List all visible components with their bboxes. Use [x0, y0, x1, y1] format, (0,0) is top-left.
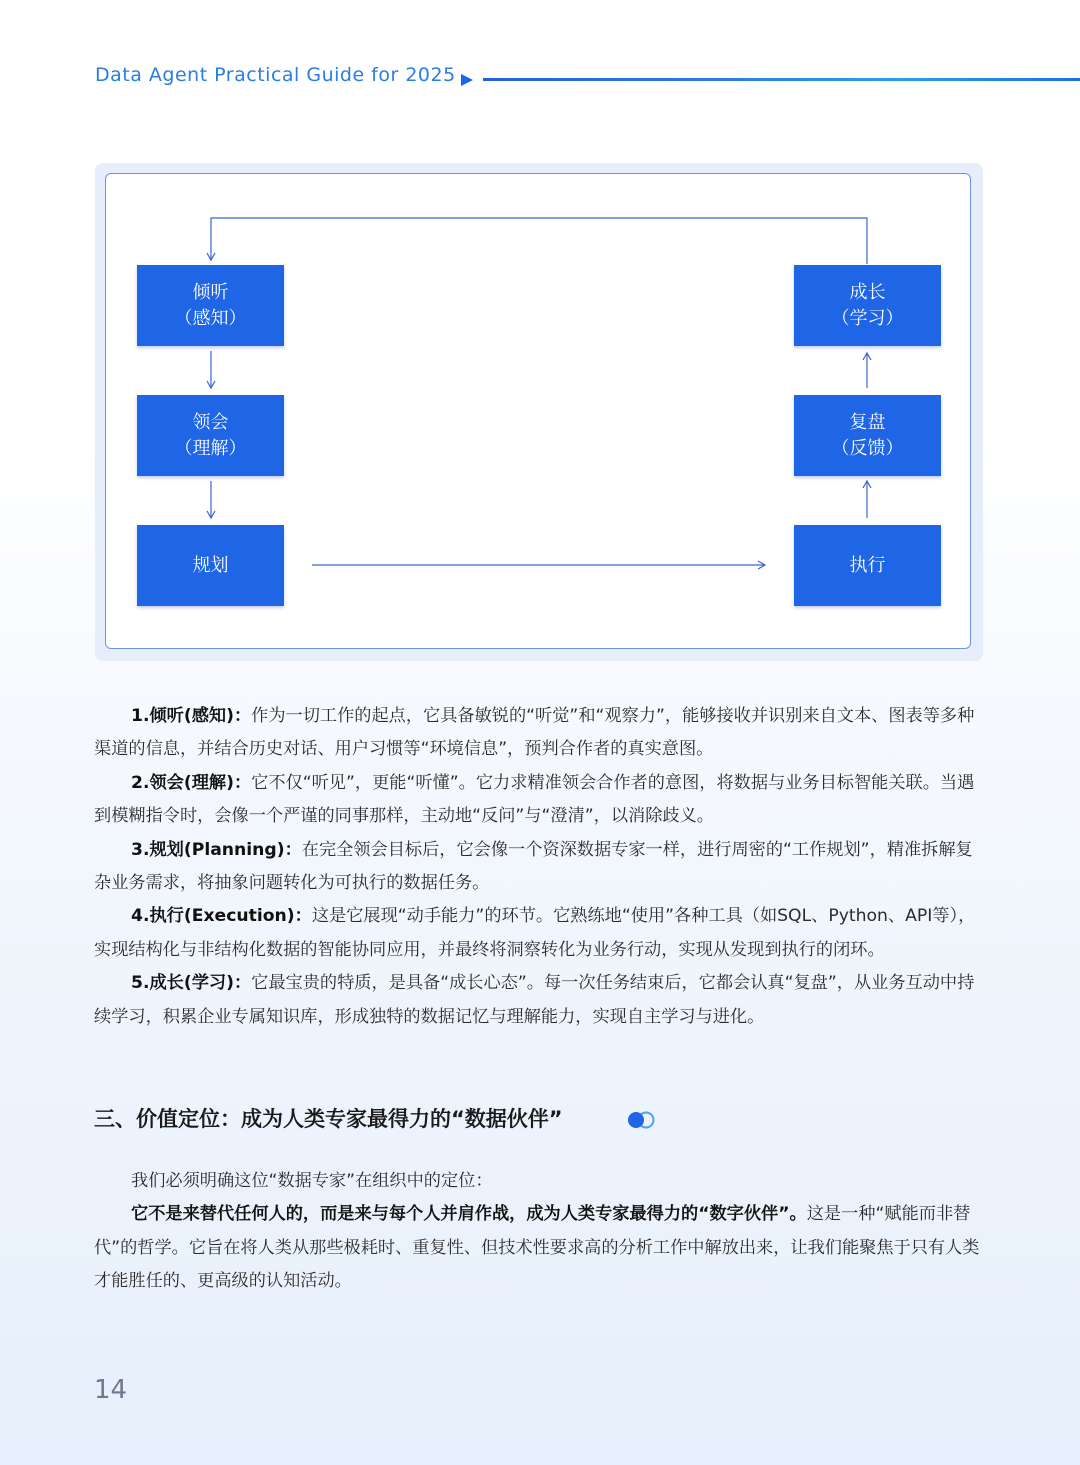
loop-connector — [211, 218, 867, 264]
stage-text: 它最宝贵的特质，是具备“成长心态”。每一次任务结束后，它都会认真“复盘”，从业务互动中持续学习，积累企业专属知识库，形成独特的数据记忆与理解能力，实现自主学习与进化。 — [94, 973, 975, 1027]
node-execute — [794, 525, 941, 606]
node-listen-subtitle: （感知） — [174, 307, 247, 329]
node-execute-title: 执行 — [849, 554, 886, 576]
section-paragraph — [94, 1198, 982, 1298]
flow-diagram — [95, 163, 983, 661]
stage-paragraph — [94, 767, 982, 834]
stage-lead: 1.倾听(感知)： — [131, 706, 252, 726]
stage-paragraph — [94, 834, 982, 901]
play-arrow-icon — [461, 74, 473, 86]
node-review-title: 复盘 — [849, 411, 886, 433]
section-body — [94, 1165, 982, 1299]
page-number: 14 — [94, 1375, 128, 1405]
section-bold-statement: 它不是来替代任何人的，而是来与每个人并肩作战，成为人类专家最得力的“数字伙伴”。 — [131, 1204, 807, 1225]
stage-text: 作为一切工作的起点，它具备敏锐的“听觉”和“观察力”，能够接收并识别来自文本、图表等多种渠道的信息，并结合历史对话、用户习惯等“环境信息”，预判合作者的真实意图。 — [94, 706, 975, 760]
node-review — [794, 395, 941, 476]
node-review-subtitle: （反馈） — [831, 437, 904, 459]
node-plan-title: 规划 — [192, 554, 229, 576]
stage-text: 这是它展现“动手能力”的环节。它熟练地“使用”各种工具（如SQL、Python、API等），实现结构化与非结构化数据的智能协同应用，并最终将洞察转化为业务行动，实现从发现到执行的闭环。 — [94, 906, 976, 960]
stage-lead: 4.执行(Execution)： — [131, 906, 312, 927]
node-understand — [137, 395, 284, 476]
stage-paragraph — [94, 700, 982, 767]
node-understand-title: 领会 — [192, 411, 229, 433]
node-listen — [137, 265, 284, 346]
node-plan — [137, 525, 284, 606]
section-heading: 三、价值定位：成为人类专家最得力的“数据伙伴” — [94, 1107, 563, 1131]
stage-lead: 5.成长(学习)： — [131, 973, 252, 994]
node-grow-title: 成长 — [849, 281, 886, 303]
node-grow-subtitle: （学习） — [831, 307, 904, 329]
stage-lead: 2.领会(理解)： — [131, 772, 252, 793]
section-rest: 这是一种“赋能而非替代”的哲学。它旨在将人类从那些极耗时、重复性、但技术性要求高的分析工作中解放出来，让我们能聚焦于只有人类才能胜任的、更高级的认知活动。 — [94, 1204, 980, 1292]
stages-description — [94, 700, 982, 1034]
stage-text: 它不仅“听见”，更能“听懂”。它力求精准领会合作者的意图，将数据与业务目标智能关联。当遇到模糊指令时，会像一个严谨的同事那样，主动地“反问”与“澄清”，以消除歧义。 — [94, 772, 975, 827]
stage-paragraph — [94, 967, 982, 1034]
node-listen-title: 倾听 — [192, 281, 229, 303]
section-intro: 我们必须明确这位“数据专家”在组织中的定位： — [131, 1171, 493, 1191]
stage-paragraph — [94, 900, 982, 967]
running-header — [95, 64, 1080, 94]
node-understand-subtitle: （理解） — [174, 437, 247, 459]
node-grow — [794, 265, 941, 346]
header-rule — [483, 78, 1080, 81]
header-title: Data Agent Practical Guide for 2025 — [95, 64, 456, 86]
stage-text: 在完全领会目标后，它会像一个资深数据专家一样，进行周密的“工作规划”，精准拆解复杂业务需求，将抽象问题转化为可执行的数据任务。 — [94, 839, 973, 894]
stage-lead: 3.规划(Planning)： — [131, 839, 302, 860]
toggle-icon — [626, 1110, 656, 1130]
